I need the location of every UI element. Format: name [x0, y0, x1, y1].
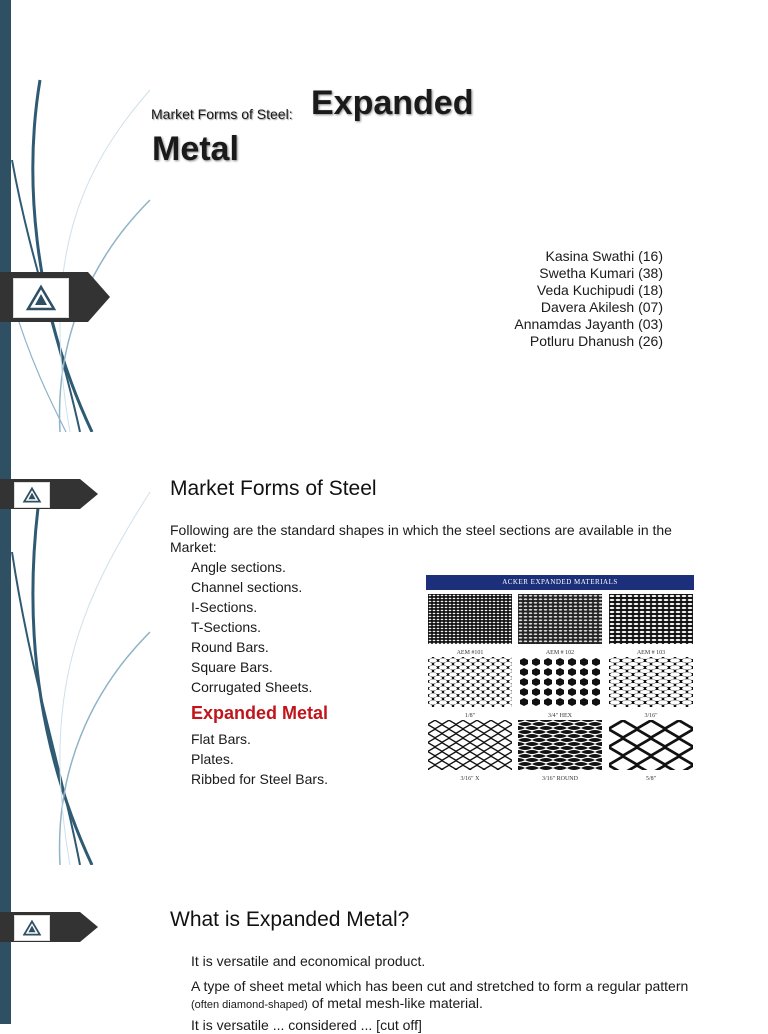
- list-item: Plates.: [191, 751, 234, 767]
- title-slide: [0, 0, 768, 432]
- mesh-sample: 5/8": [609, 720, 693, 783]
- list-item: I-Sections.: [191, 599, 258, 615]
- section-heading: What is Expanded Metal?: [170, 908, 410, 931]
- logo-tab: [0, 479, 80, 509]
- mesh-sample: 3/4" HEX: [518, 657, 602, 720]
- image-header: ACKER EXPANDED MATERIALS: [426, 575, 694, 590]
- mesh-sample: 3/16" X: [428, 720, 512, 783]
- mesh-sample: AEM #101: [428, 594, 512, 657]
- author-name: Kasina Swathi (16): [545, 248, 663, 264]
- list-item: Ribbed for Steel Bars.: [191, 771, 328, 787]
- list-item: Flat Bars.: [191, 731, 251, 747]
- author-name: Potluru Dhanush (26): [529, 333, 663, 349]
- mesh-sample: AEM # 103: [609, 594, 693, 657]
- list-item: Round Bars.: [191, 639, 269, 655]
- author-name: Davera Akilesh (07): [540, 299, 663, 315]
- list-item: Square Bars.: [191, 659, 273, 675]
- title-metal: Metal: [152, 130, 239, 168]
- slide-sidebar-stripe: [0, 865, 11, 1024]
- intro-text: Following are the standard shapes in which the steel sections are available in the Market:: [170, 522, 672, 555]
- list-item: Angle sections.: [191, 559, 286, 575]
- expanded-materials-image: [426, 575, 694, 790]
- author-name: Annamdas Jayanth (03): [514, 316, 663, 332]
- title-expanded: Expanded: [311, 84, 474, 122]
- institution-logo: [14, 915, 50, 941]
- author-list: [514, 248, 663, 350]
- author-name: Veda Kuchipudi (18): [536, 282, 663, 298]
- what-is-expanded-metal-slide: [0, 865, 768, 1033]
- mesh-sample: 3/16" ROUND: [518, 720, 602, 783]
- decorative-curves: [0, 0, 170, 432]
- logo-tab: [0, 912, 80, 942]
- paragraph: It is versatile and economical product.: [191, 953, 426, 969]
- list-item: Channel sections.: [191, 579, 303, 595]
- author-name: Swetha Kumari (38): [539, 265, 663, 281]
- mesh-sample: AEM # 102: [518, 594, 602, 657]
- list-item: T-Sections.: [191, 619, 262, 635]
- market-forms-list: [170, 557, 328, 789]
- title-prefix: Market Forms of Steel:: [151, 106, 293, 122]
- mesh-sample: 1/8": [428, 657, 512, 720]
- slide-title: [151, 84, 474, 122]
- paragraph: A type of sheet metal which has been cut and stretched to form a regular pattern (often diamond-shaped) of metal mesh-like material.: [191, 978, 689, 1011]
- list-item: Corrugated Sheets.: [191, 679, 313, 695]
- market-forms-slide: [0, 432, 768, 865]
- mesh-sample: 3/16": [609, 657, 693, 720]
- section-heading: Market Forms of Steel: [170, 477, 377, 500]
- list-item-highlighted: Expanded Metal: [191, 703, 329, 723]
- institution-logo: [14, 482, 50, 508]
- institution-logo: [13, 278, 69, 318]
- logo-tab: [0, 272, 88, 322]
- paragraph-cutoff: It is versatile ... considered ... [cut off]: [191, 1017, 422, 1033]
